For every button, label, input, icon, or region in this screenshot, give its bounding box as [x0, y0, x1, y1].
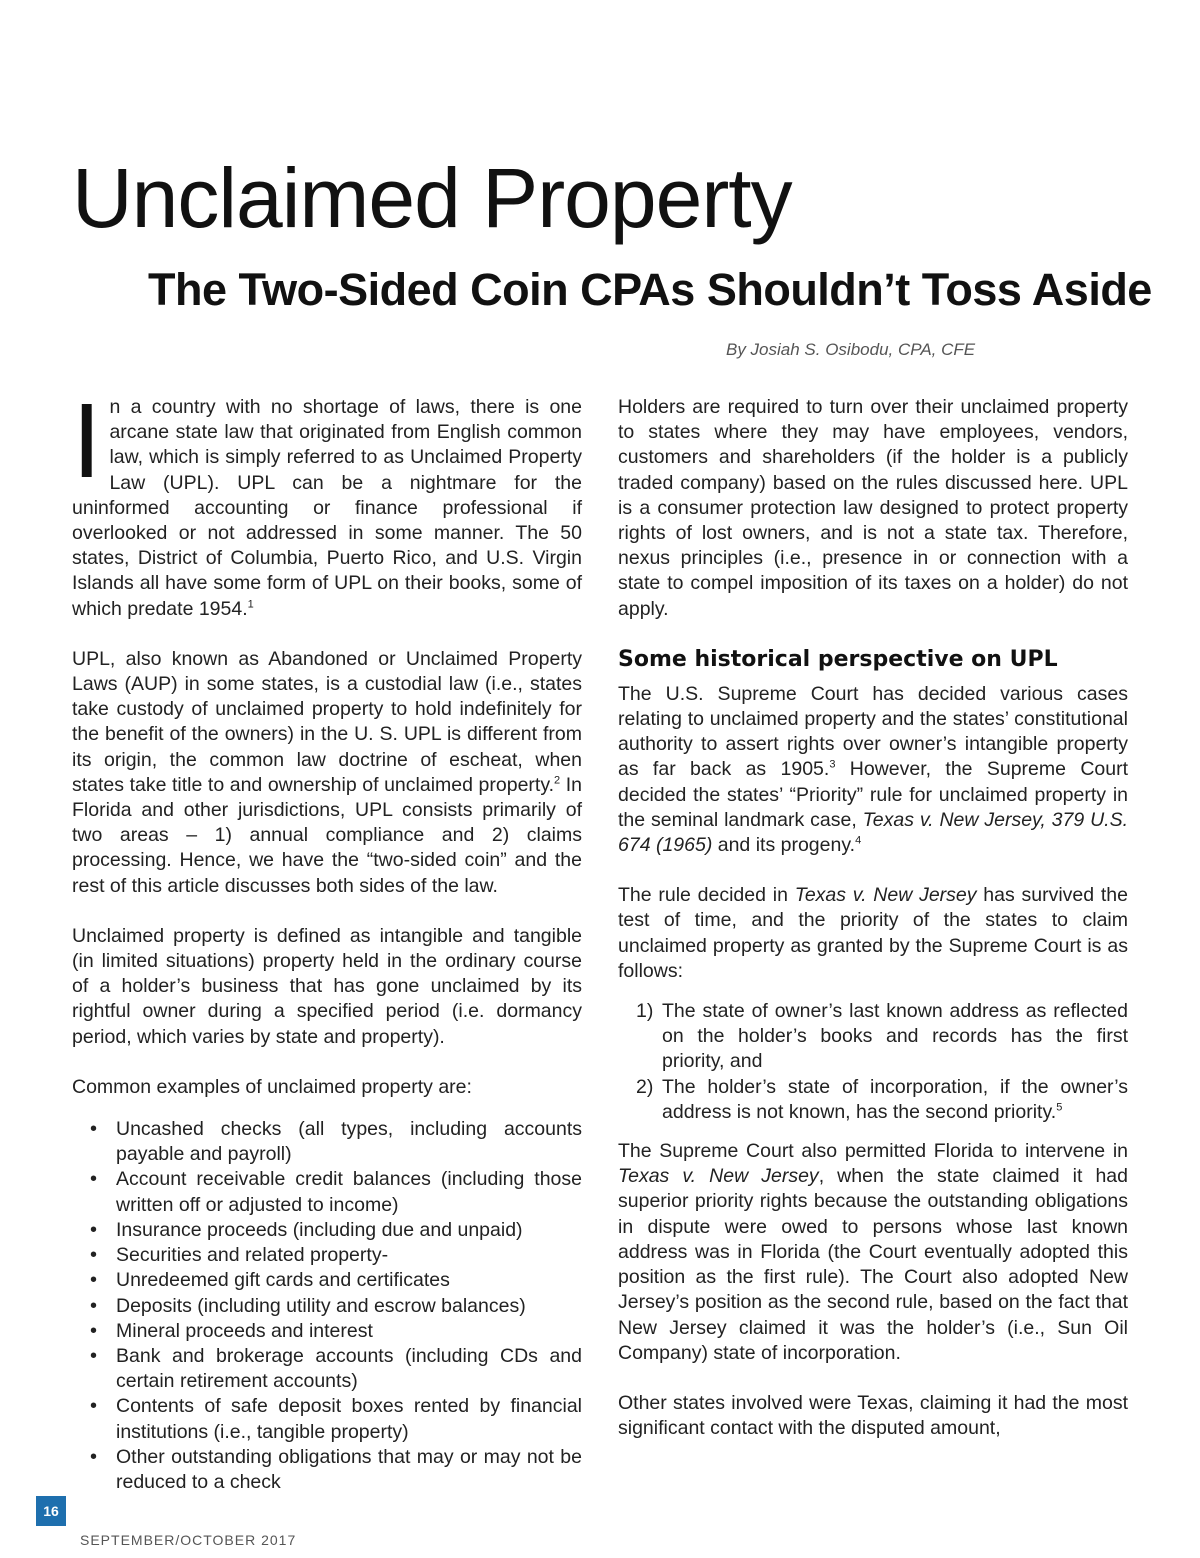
- footnote-ref: 2: [554, 774, 561, 787]
- left-column: [72, 382, 582, 1495]
- footnote-ref: 1: [247, 598, 254, 611]
- priority-list: [618, 999, 1128, 1125]
- list-item: • Contents of safe deposit boxes rented by financial institutions (i.e., tangible property): [116, 1394, 582, 1444]
- section-heading: Some historical perspective on UPL: [618, 646, 1058, 672]
- paragraph-supreme-court: The U.S. Supreme Court has decided various cases relating to unclaimed property and the states’ constitutional authority to assert rights over owner’s intangible property as far back as 1905.$^3$ However, the Supreme Court decided the states’ “Priority” rule for unclaimed property in the seminal landmark case, Texas v. New Jersey, 379 U.S. 674 (1965) and its progeny.$^4$: [618, 682, 1129, 857]
- footnote-ref: 5: [1056, 1101, 1063, 1114]
- page-number-badge: 16: [36, 1496, 66, 1526]
- list-item: • Bank and brokerage accounts (including CDs and certain retirement accounts): [116, 1344, 582, 1394]
- issue-date: SEPTEMBER/OCTOBER 2017: [80, 1532, 297, 1548]
- list-item: • Mineral proceeds and interest: [116, 1319, 582, 1344]
- list-item: • Insurance proceeds (including due and unpaid): [116, 1218, 582, 1243]
- byline: By Josiah S. Osibodu, CPA, CFE: [726, 340, 976, 359]
- intro-paragraph: In a country with no shortage of laws, there is one arcane state law that originated from English common law, which is simply referred to as Unclaimed Property Law (UPL). UPL can be a nightmare for the uninformed accounting or finance professional if overlooked or not addressed in some manner. The 50 states, District of Columbia, Puerto Rico, and U.S. Virgin Islands all have some form of UPL on their books, some of which predate 1954.$^1$: [72, 382, 582, 620]
- paragraph-unclaimed-definition: Unclaimed property is defined as intangible and tangible (in limited situations) property held in the ordinary course of a holder’s business that has gone unclaimed by its rightful owner during a specified period (i.e. dormancy period, which varies by state and property).: [72, 924, 582, 1048]
- paragraph-other-states: Other states involved were Texas, claiming it had the most significant contact with the disputed amount,: [618, 1391, 1128, 1440]
- list-item: 2) The holder’s state of incorporation, if the owner’s address is not known, has the second priority.$^5$: [636, 1075, 1128, 1123]
- case-citation: Texas v. New Jersey: [618, 1165, 819, 1188]
- list-item: • Other outstanding obligations that may or may not be reduced to a check: [116, 1445, 582, 1495]
- list-item: • Securities and related property-: [116, 1243, 582, 1268]
- list-item: • Deposits (including utility and escrow balances): [116, 1294, 582, 1319]
- list-item: • Uncashed checks (all types, including accounts payable and payroll): [116, 1117, 582, 1167]
- list-item: • Unredeemed gift cards and certificates: [116, 1268, 582, 1293]
- article-subtitle: The Two-Sided Coin CPAs Shouldn’t Toss Aside: [148, 264, 1152, 315]
- case-citation: Texas v. New Jersey, 379 U.S. 674 (1965): [618, 808, 1128, 857]
- footnote-ref: 4: [855, 834, 862, 847]
- case-citation: Texas v. New Jersey: [794, 884, 977, 907]
- footnote-ref: 3: [829, 758, 836, 771]
- paragraph-holders: Holders are required to turn over their unclaimed property to states where they may have employees, vendors, customers and shareholders (if the holder is a publicly traded company) based on the rules discussed here. UPL is a consumer protection law designed to protect property rights of lost owners, and is not a state tax. Therefore, nexus principles (i.e., presence in or connection with a state to compel imposition of its taxes on a holder) do not apply.: [618, 396, 1128, 620]
- paragraph-upl-definition: UPL, also known as Abandoned or Unclaimed Property Laws (AUP) in some states, is a custodial law (i.e., states take custody of unclaimed property to hold indefinitely for the benefit of the owners) in the U. S. UPL is different from its origin, the common law doctrine of escheat, when states take title to and ownership of unclaimed property.$^2$ In Florida and other jurisdictions, UPL consists primarily of two areas – 1) annual compliance and 2) claims processing. Hence, we have the “two-sided coin” and the rest of this article discusses both sides of the law.: [72, 647, 582, 897]
- list-item: • Account receivable credit balances (including those written off or adjusted to income): [116, 1167, 582, 1217]
- paragraph-examples-intro: Common examples of unclaimed property are:: [72, 1075, 472, 1098]
- drop-cap: I: [72, 382, 102, 500]
- list-item: 1) The state of owner’s last known address as reflected on the holder’s books and records has the first priority, and: [636, 1000, 1128, 1073]
- right-column: [618, 395, 1128, 1466]
- paragraph-florida: The Supreme Court also permitted Florida to intervene in Texas v. New Jersey, when the state claimed it had superior priority rights because the outstanding obligations in dispute were owed to persons whose last known address was in Florida (the Court eventually adopted this position as the first rule). The Court also adopted New Jersey’s position as the second rule, based on the fact that New Jersey claimed it was the holder’s (i.e., Sun Oil Company) state of incorporation.: [618, 1140, 1128, 1364]
- article-title: Unclaimed Property: [72, 151, 792, 245]
- paragraph-priority-rule: The rule decided in Texas v. New Jersey has survived the test of time, and the priority of the states to claim unclaimed property as granted by the Supreme Court is as follows:: [618, 884, 1128, 982]
- examples-list: [72, 1117, 582, 1495]
